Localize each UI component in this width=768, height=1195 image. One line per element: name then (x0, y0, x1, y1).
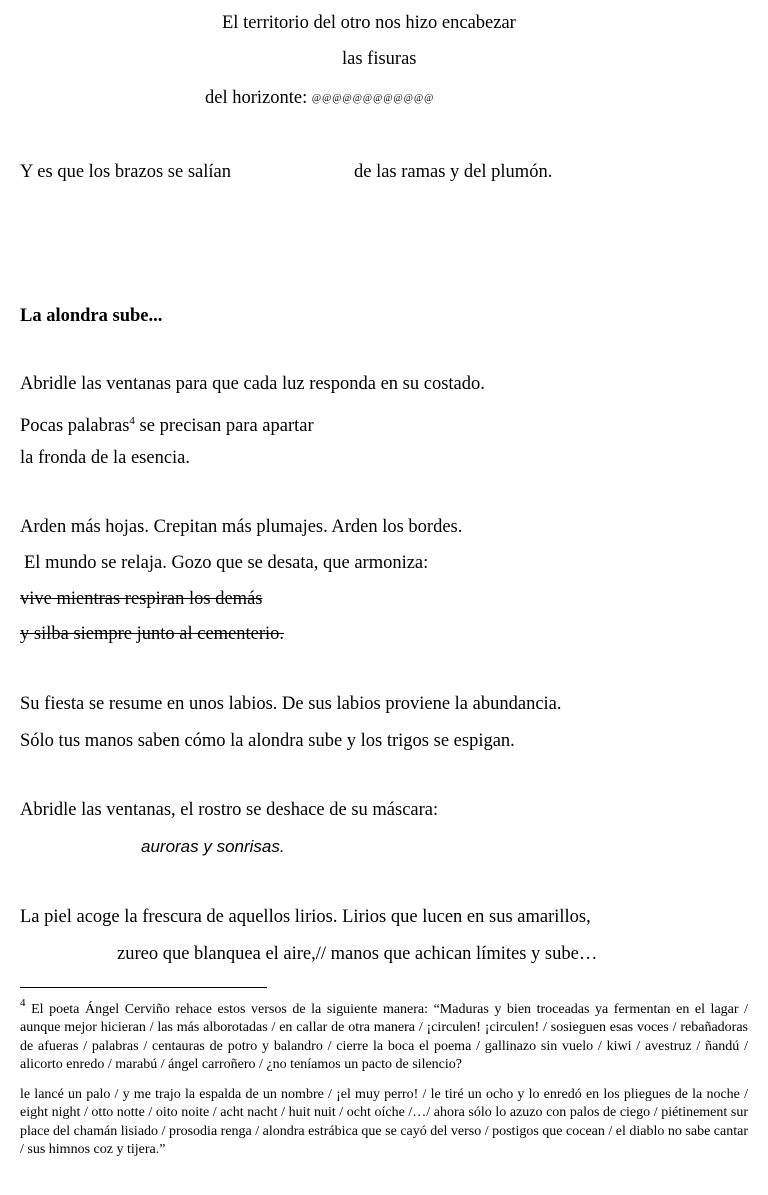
footnote-text: le lancé un palo / y me trajo la espalda de un nombre / ¡el muy perro! / le tiré un ocho y lo enredó en los pliegues de la noche / eight night / otto notte / oito noite / acht nacht / huit nuit / ocht oíche /…/ ahora sólo lo azuzo con palos de ciego / piétinement sur place del chamán lisiado / prosodia renga / alondra estrábica que se cayó del verso / postigos que cocean / el diablo no sabe cantar / sus himnos coz y tijera.” (20, 1087, 748, 1157)
poem-line: de las ramas y del plumón. (354, 162, 553, 182)
section-title: La alondra sube... (20, 306, 163, 326)
struck-line: y silba siempre junto al cementerio. (20, 624, 285, 644)
poem-line: la fronda de la esencia. (20, 448, 191, 468)
poem-line-text: se precisan para apartar (134, 416, 314, 436)
footnote-divider (20, 987, 267, 988)
struck-line: vive mientras respiran los demás (20, 589, 263, 609)
poem-line: Arden más hojas. Crepitan más plumajes. Arden los bordes. (20, 517, 463, 537)
poem-line: Su fiesta se resume en unos labios. De sus labios proviene la abundancia. (20, 694, 562, 714)
poem-line: Abridle las ventanas para que cada luz responda en su costado. (20, 374, 485, 394)
poem-line: las fisuras (342, 49, 417, 69)
footnote-paragraph: El poeta Ángel Cerviño rehace estos versos de la siguiente manera: “Maduras y bien troceadas ya fermentan en el lagar / aunque mejor hicieran / las más alborotadas / en callar de otra manera / ¡circulen! ¡circulen! / sosieguen esas voces / rebañadoras de afueras / palabras / centauras de potro y balandro / cierre la boca el poema / gallinazo sin vuelo / kiwi / avestruz / ñandú / alicorto enredo / marabú / ángel carroñero / ¿no teníamos un pacto de silencio? (20, 1002, 748, 1072)
poem-line-text: Pocas palabras (20, 416, 130, 436)
poem-line (205, 87, 434, 110)
poem-line: La piel acoge la frescura de aquellos lirios. Lirios que lucen en sus amarillos, (20, 907, 591, 927)
poem-line: Y es que los brazos se salían (20, 162, 231, 182)
poem-line: Sólo tus manos saben cómo la alondra sube y los trigos se espigan. (20, 731, 515, 751)
poem-line: zureo que blanquea el aire,// manos que achican límites y sube… (117, 944, 598, 964)
poem-line: El mundo se relaja. Gozo que se desata, que armoniza: (24, 553, 429, 573)
poem-line (20, 410, 314, 437)
poem-line-text: del horizonte: (205, 88, 308, 108)
footnote-marker: 4 (20, 997, 26, 1009)
footnote-reference: 4 (129, 415, 135, 427)
footnote-text (20, 994, 748, 1074)
poem-line: El territorio del otro nos hizo encabezar (222, 13, 516, 33)
poem-line-italic: auroras y sonrisas. (141, 837, 285, 856)
poem-line: Abridle las ventanas, el rostro se deshace de su máscara: (20, 800, 439, 820)
spiral-glyphs: @@@@@@@@@@@@ (311, 93, 435, 104)
